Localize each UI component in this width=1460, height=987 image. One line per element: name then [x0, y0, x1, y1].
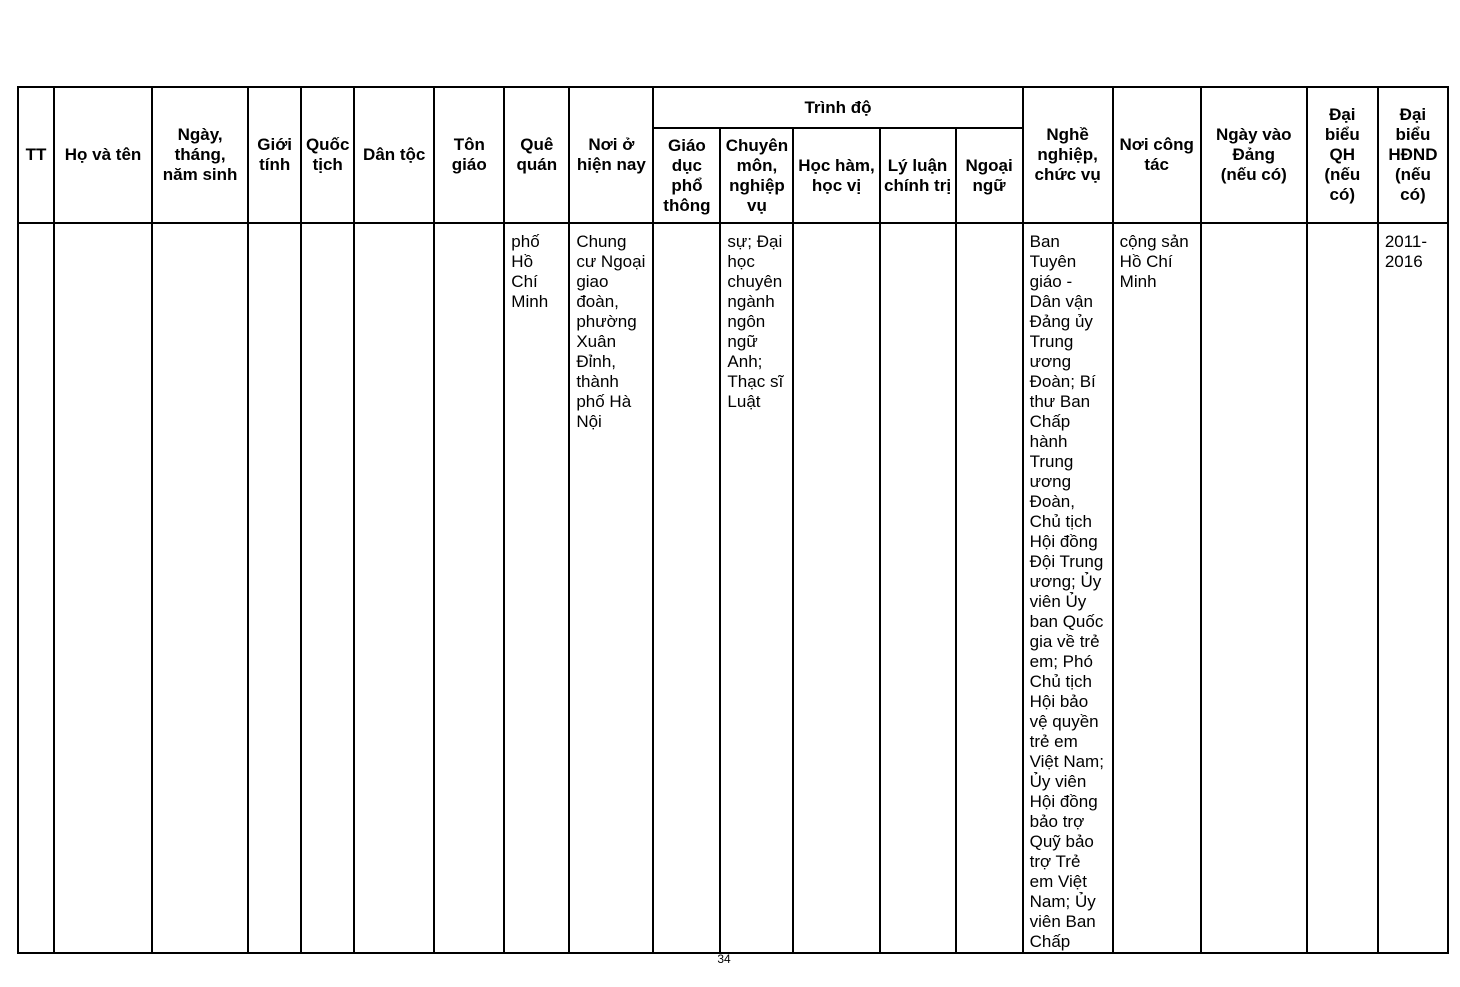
header-ly-luan: Lý luận chính trị — [880, 128, 956, 223]
cell-nghe-nghiep: Ban Tuyên giáo - Dân vận Đảng ủy Trung ương Đoàn; Bí thư Ban Chấp hành Trung ương Đoàn, Chủ tịch Hội đồng Đội Trung ương; Ủy viên Ủy ban Quốc gia về trẻ em; Phó Chủ tịch Hội bảo vệ quyền trẻ em Việt Nam; Ủy viên Hội đồng bảo trợ Quỹ bảo trợ Trẻ em Việt Nam; Ủy viên Ban Chấp — [1023, 223, 1113, 953]
cell-dan-toc — [354, 223, 434, 953]
cell-ly-luan — [880, 223, 956, 953]
header-noi-o: Nơi ở hiện nay — [569, 87, 653, 223]
cell-ngoai-ngu — [956, 223, 1023, 953]
cell-noi-cong-tac: cộng sản Hồ Chí Minh — [1113, 223, 1201, 953]
header-dai-bieu-hdnd: Đại biểu HĐND (nếu có) — [1378, 87, 1448, 223]
header-chuyen-mon: Chuyên môn, nghiệp vụ — [720, 128, 793, 223]
cell-dai-bieu-hdnd: 2011- 2016 — [1378, 223, 1448, 953]
header-noi-cong-tac: Nơi công tác — [1113, 87, 1201, 223]
header-que-quan: Quê quán — [504, 87, 569, 223]
header-ngay-sinh: Ngày, tháng, năm sinh — [152, 87, 248, 223]
header-hoc-ham: Học hàm, học vị — [793, 128, 879, 223]
cell-ho-va-ten — [54, 223, 152, 953]
header-giao-duc: Giáo dục phổ thông — [653, 128, 720, 223]
header-ngay-vao-dang: Ngày vào Đảng (nếu có) — [1201, 87, 1307, 223]
header-dai-bieu-qh: Đại biểu QH (nếu có) — [1307, 87, 1378, 223]
cell-ngay-sinh — [152, 223, 248, 953]
cell-tt — [18, 223, 54, 953]
header-tt: TT — [18, 87, 54, 223]
header-ngoai-ngu: Ngoại ngữ — [956, 128, 1023, 223]
cell-dai-bieu-qh — [1307, 223, 1378, 953]
header-ton-giao: Tôn giáo — [434, 87, 504, 223]
cell-gioi-tinh — [248, 223, 301, 953]
cell-chuyen-mon: sự; Đại học chuyên ngành ngôn ngữ Anh; Thạc sĩ Luật — [720, 223, 793, 953]
cell-que-quan: phố Hồ Chí Minh — [504, 223, 569, 953]
header-trinh-do: Trình độ — [653, 87, 1022, 128]
cell-quoc-tich — [301, 223, 354, 953]
cell-giao-duc — [653, 223, 720, 953]
header-nghe-nghiep: Nghề nghiệp, chức vụ — [1023, 87, 1113, 223]
candidate-table — [17, 86, 1449, 954]
cell-ton-giao — [434, 223, 504, 953]
cell-hoc-ham — [793, 223, 879, 953]
header-gioi-tinh: Giới tính — [248, 87, 301, 223]
table-row — [18, 223, 1448, 953]
header-ho-va-ten: Họ và tên — [54, 87, 152, 223]
header-quoc-tich: Quốc tịch — [301, 87, 354, 223]
page-number: 34 — [717, 952, 731, 966]
cell-ngay-vao-dang — [1201, 223, 1307, 953]
cell-noi-o: Chung cư Ngoại giao đoàn, phường Xuân Đỉnh, thành phố Hà Nội — [569, 223, 653, 953]
header-dan-toc: Dân tộc — [354, 87, 434, 223]
